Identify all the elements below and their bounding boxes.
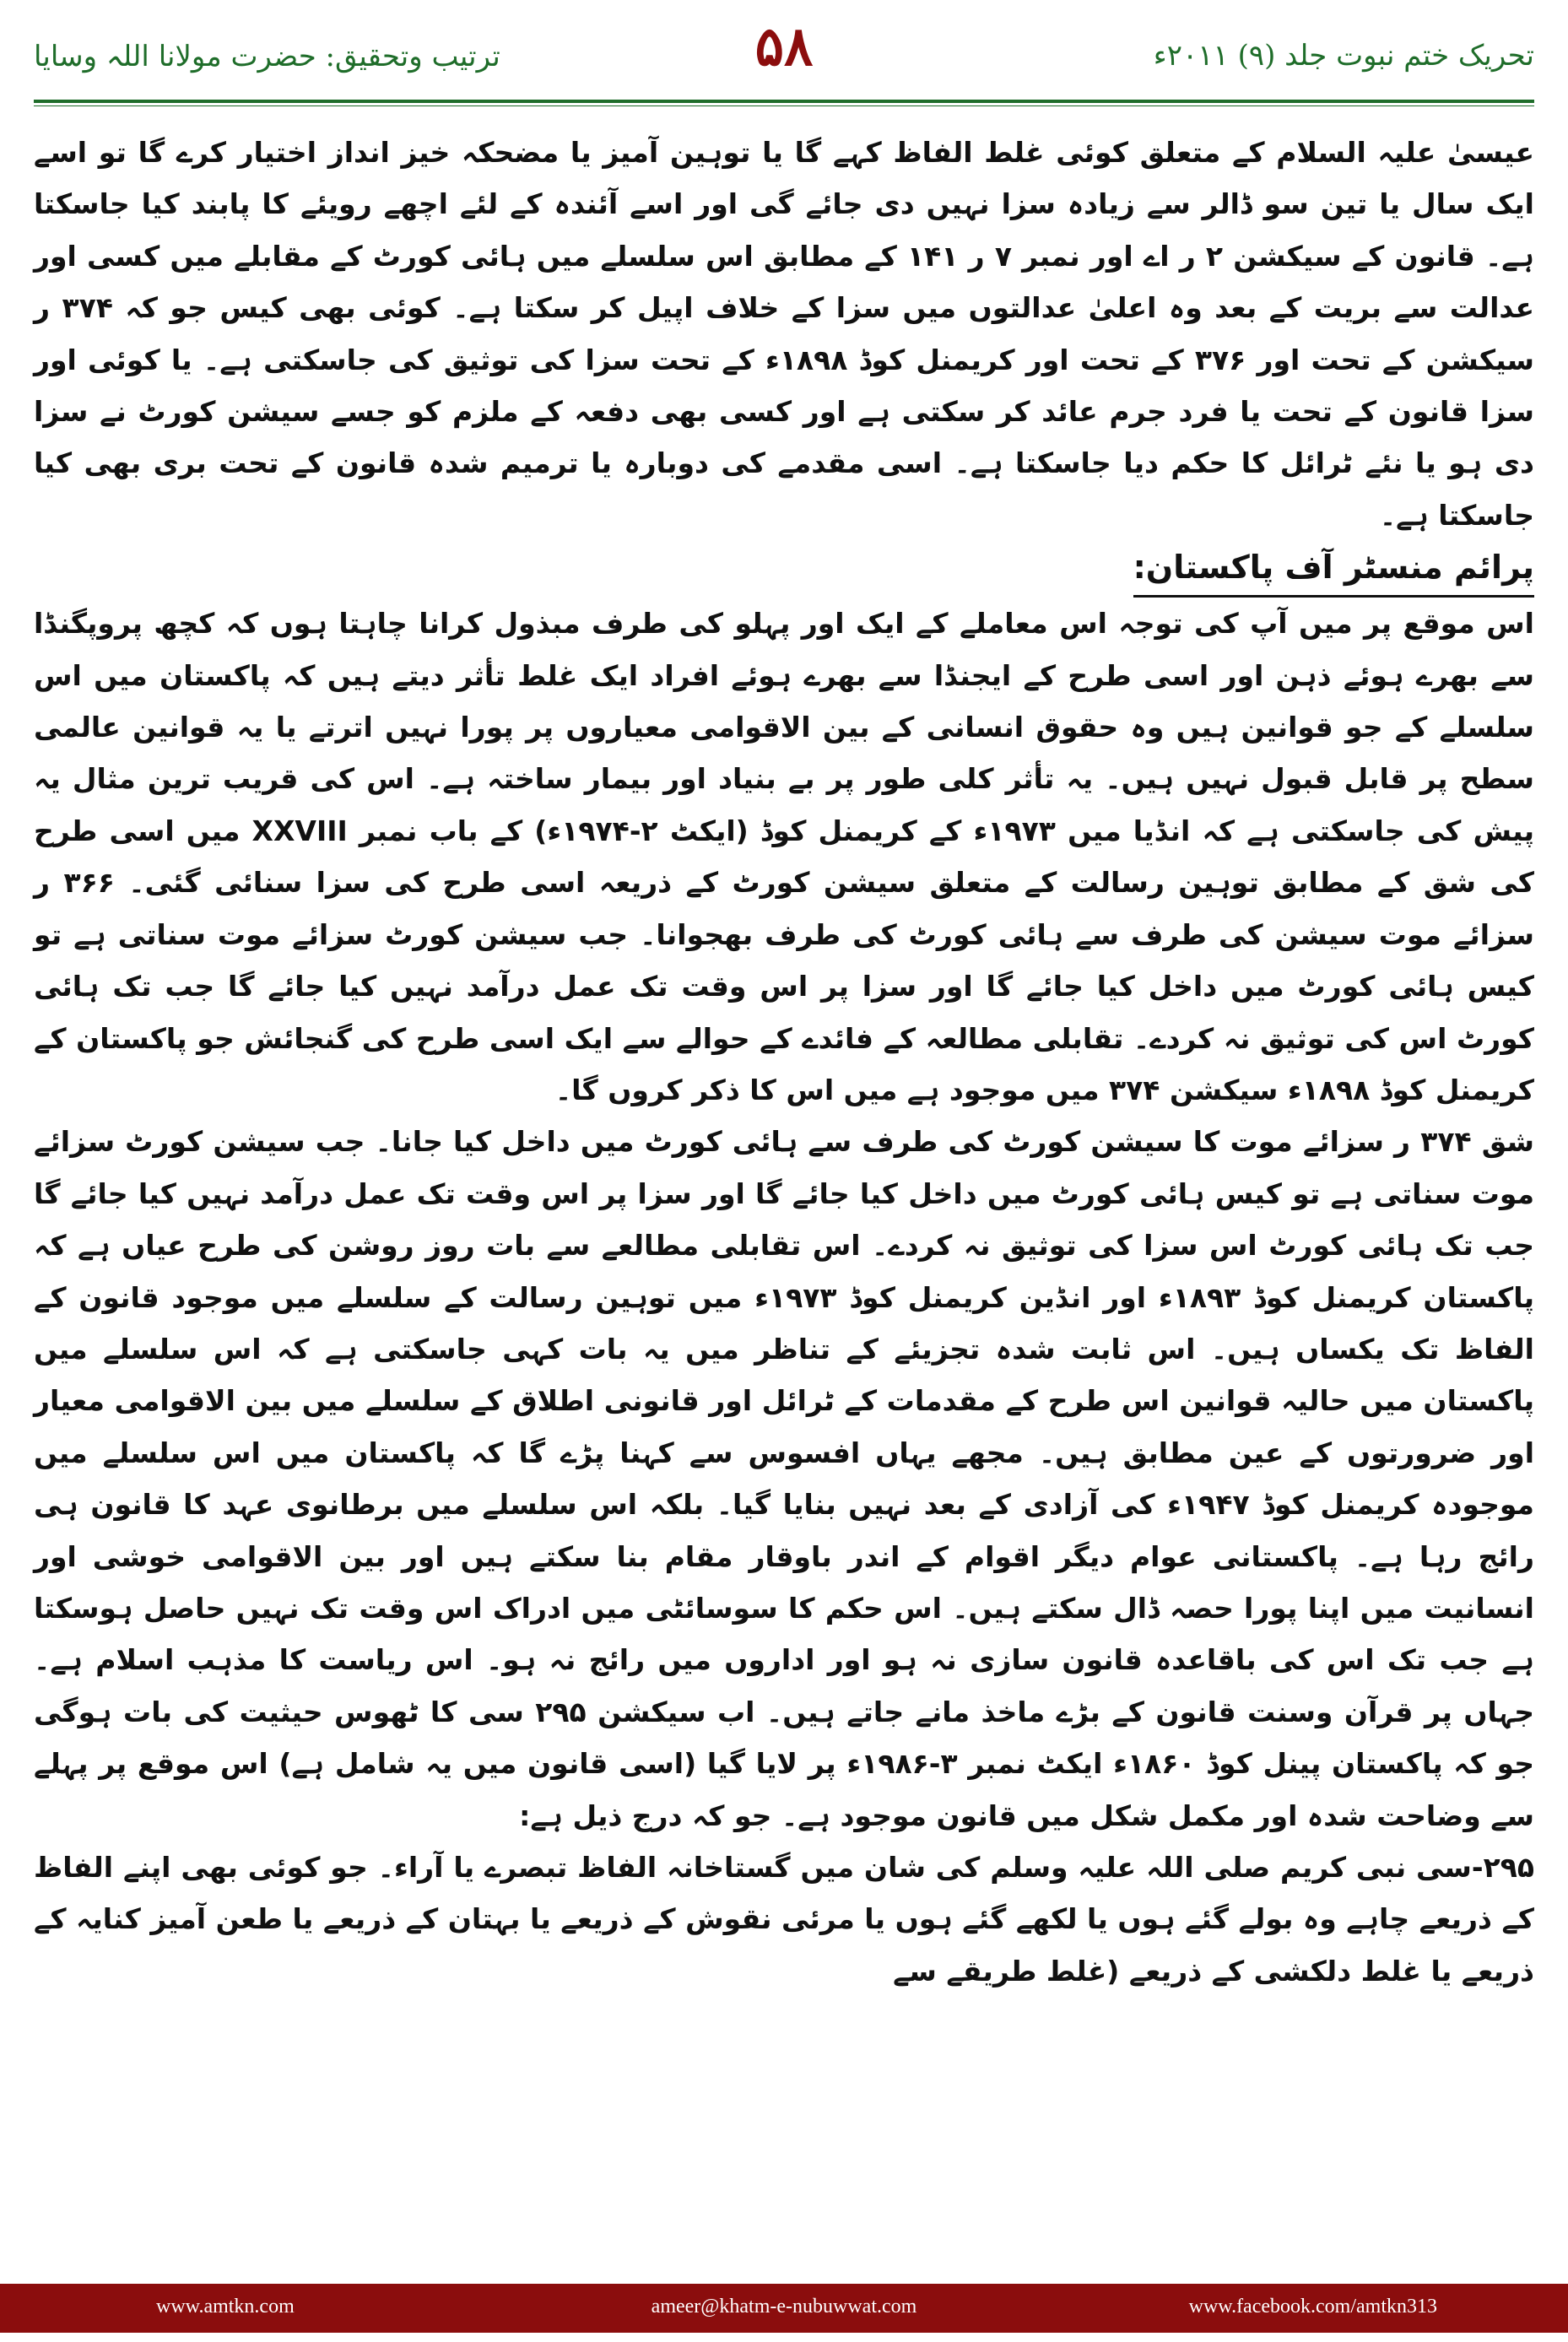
page-header <box>34 15 1534 100</box>
header-rule-thin <box>34 105 1534 106</box>
paragraph-1: عیسیٰ علیہ السلام کے متعلق کوئی غلط الفاظ کہے گا یا توہین آمیز یا مضحکہ خیز انداز اختیار کرے گا تو اسے ایک سال یا تین سو ڈالر سے زیادہ سزا نہیں دی جائے گی اور اسے آئندہ کے لئے اچھے رویئے کا پابند کیا جاسکتا ہے۔ قانون کے سیکشن ۲ ر اے اور نمبر ۷ ر ۱۴۱ کے مطابق اس سلسلے میں ہائی کورٹ کے مقابلے میں کسی اور عدالت سے بریت کے بعد وہ اعلیٰ عدالتوں میں سزا کے خلاف اپیل کر سکتا ہے۔ کوئی بھی کیس جو کہ ۳۷۴ ر سیکشن کے تحت اور ۳۷۶ کے تحت اور کریمنل کوڈ ۱۸۹۸ء کے تحت سزا کی توثیق کی جاسکتی ہے۔ یا کوئی اور سزا قانون کے تحت یا فرد جرم عائد کر سکتی ہے اور کسی بھی دفعہ کے ملزم کو جسے سیشن کورٹ نے سزا دی ہو یا نئے ٹرائل کا حکم دیا جاسکتا ہے۔ اسی مقدمے کی دوبارہ یا ترمیم شدہ قانون کے تحت بری بھی کیا جاسکتا ہے۔ <box>34 136 1534 532</box>
section-heading: پرائم منسٹر آف پاکستان: <box>1133 541 1534 598</box>
paragraph-2: اس موقع پر میں آپ کی توجہ اس معاملے کے ایک اور پہلو کی طرف مبذول کرانا چاہتا ہوں کہ کچھ پروپگنڈا سے بھرے ہوئے ذہن اور اسی طرح کے ایجنڈا سے بھرے ہوئے افراد ایک غلط تأثر دیتے ہیں کہ پاکستان میں اس سلسلے کے جو قوانین ہیں وہ حقوق انسانی کے بین الاقوامی معیاروں پر پورا نہیں اترتے یا یہ قوانین عالمی سطح پر قابل قبول نہیں ہیں۔ یہ تأثر کلی طور پر بے بنیاد اور بیمار ساختہ ہے۔ اس کی قریب ترین مثال یہ پیش کی جاسکتی ہے کہ انڈیا میں ۱۹۷۳ء کے کریمنل کوڈ (ایکٹ ۲-۱۹۷۴ء) کے باب نمبر XXVIII میں اسی طرح کی شق کے مطابق توہین رسالت کے متعلق سیشن کورٹ کے ذریعہ اسی طرح کی سزا سنائی گئی۔ ۳۶۶ ر سزائے موت سیشن کی طرف سے ہائی کورٹ کی طرف بھجوانا۔ جب سیشن کورٹ سزائے موت سناتی ہے تو کیس ہائی کورٹ میں داخل کیا جائے گا اور سزا پر اس وقت تک عمل درآمد نہیں کیا جائے گا جب تک ہائی کورٹ اس کی توثیق نہ کردے۔ تقابلی مطالعہ کے فائدے کے حوالے سے ایک اسی طرح کی گنجائش جو پاکستان کے کریمنل کوڈ ۱۸۹۸ء سیکشن ۳۷۴ میں موجود ہے میں اس کا ذکر کروں گا۔ <box>34 607 1534 1106</box>
page-body <box>34 127 1534 1997</box>
header-book-title: تحریک ختم نبوت جلد (۹) ۲۰۱۱ء <box>1153 39 1534 73</box>
page-footer <box>0 2284 1568 2333</box>
header-compiler: ترتیب وتحقیق: حضرت مولانا اللہ وسایا <box>34 40 500 73</box>
page-number: ۵۸ <box>754 15 814 78</box>
paragraph-3: شق ۳۷۴ ر سزائے موت کا سیشن کورٹ کی طرف سے ہائی کورٹ میں داخل کیا جانا۔ جب سیشن کورٹ سزائے موت سناتی ہے تو کیس ہائی کورٹ میں داخل کیا جائے گا اور سزا پر اس وقت تک عمل درآمد نہیں کیا جائے گا جب تک ہائی کورٹ اس سزا کی توثیق نہ کردے۔ اس تقابلی مطالعے سے بات روز روشن کی طرح عیاں ہے کہ پاکستان کریمنل کوڈ ۱۸۹۳ء اور انڈین کریمنل کوڈ ۱۹۷۳ء میں توہین رسالت کے سلسلے میں موجود قانون کے الفاظ تک یکساں ہیں۔ اس ثابت شدہ تجزیئے کے تناظر میں یہ بات کہی جاسکتی ہے کہ اس سلسلے میں پاکستان میں حالیہ قوانین اس طرح کے مقدمات کے ٹرائل اور قانونی اطلاق کے سلسلے میں بین الاقوامی معیار اور ضرورتوں کے عین مطابق ہیں۔ مجھے یہاں افسوس سے کہنا پڑے گا کہ پاکستان میں اس سلسلے میں موجودہ کریمنل کوڈ ۱۹۴۷ء کی آزادی کے بعد نہیں بنایا گیا۔ بلکہ اس سلسلے میں برطانوی عہد کا قانون ہی رائج رہا ہے۔ پاکستانی عوام دیگر اقوام کے اندر باوقار مقام بنا سکتے ہیں اور بین الاقوامی خوشی اور انسانیت میں اپنا پورا حصہ ڈال سکتے ہیں۔ اس حکم کا سوسائٹی میں ادراک اس وقت تک نہیں حاصل ہوسکتا ہے جب تک اس کی باقاعدہ قانون سازی نہ ہو اور اداروں میں رائج نہ ہو۔ اس ریاست کا مذہب اسلام ہے۔ جہاں پر قرآن وسنت قانون کے بڑے ماخذ مانے جاتے ہیں۔ اب سیکشن ۲۹۵ سی کا ٹھوس حیثیت کی بات ہوگی جو کہ پاکستان پینل کوڈ ۱۸۶۰ء ایکٹ نمبر ۳-۱۹۸۶ء پر لایا گیا (اسی قانون میں یہ شامل ہے) اس موقع پر پہلے سے وضاحت شدہ اور مکمل شکل میں قانون موجود ہے۔ جو کہ درج ذیل ہے: <box>34 1125 1535 1832</box>
paragraph-4: ۲۹۵-سی نبی کریم صلی اللہ علیہ وسلم کی شان میں گستاخانہ الفاظ تبصرے یا آراء۔ جو کوئی بھی اپنے الفاظ کے ذریعے چاہے وہ بولے گئے ہوں یا لکھے گئے ہوں یا مرئی نقوش کے ذریعے یا بہتان کے ذریعے یا طعن آمیز کنایہ کے ذریعے یا غلط دلکشی کے ذریعے (غلط طریقے سے <box>34 1851 1534 1988</box>
header-rule <box>34 100 1534 103</box>
footer-website-link[interactable]: www.amtkn.com <box>156 2296 295 2318</box>
footer-facebook-link[interactable]: www.facebook.com/amtkn313 <box>1188 2296 1437 2318</box>
section-heading-wrap <box>34 541 1534 598</box>
footer-email-link[interactable]: ameer@khatm-e-nubuwwat.com <box>651 2296 917 2318</box>
